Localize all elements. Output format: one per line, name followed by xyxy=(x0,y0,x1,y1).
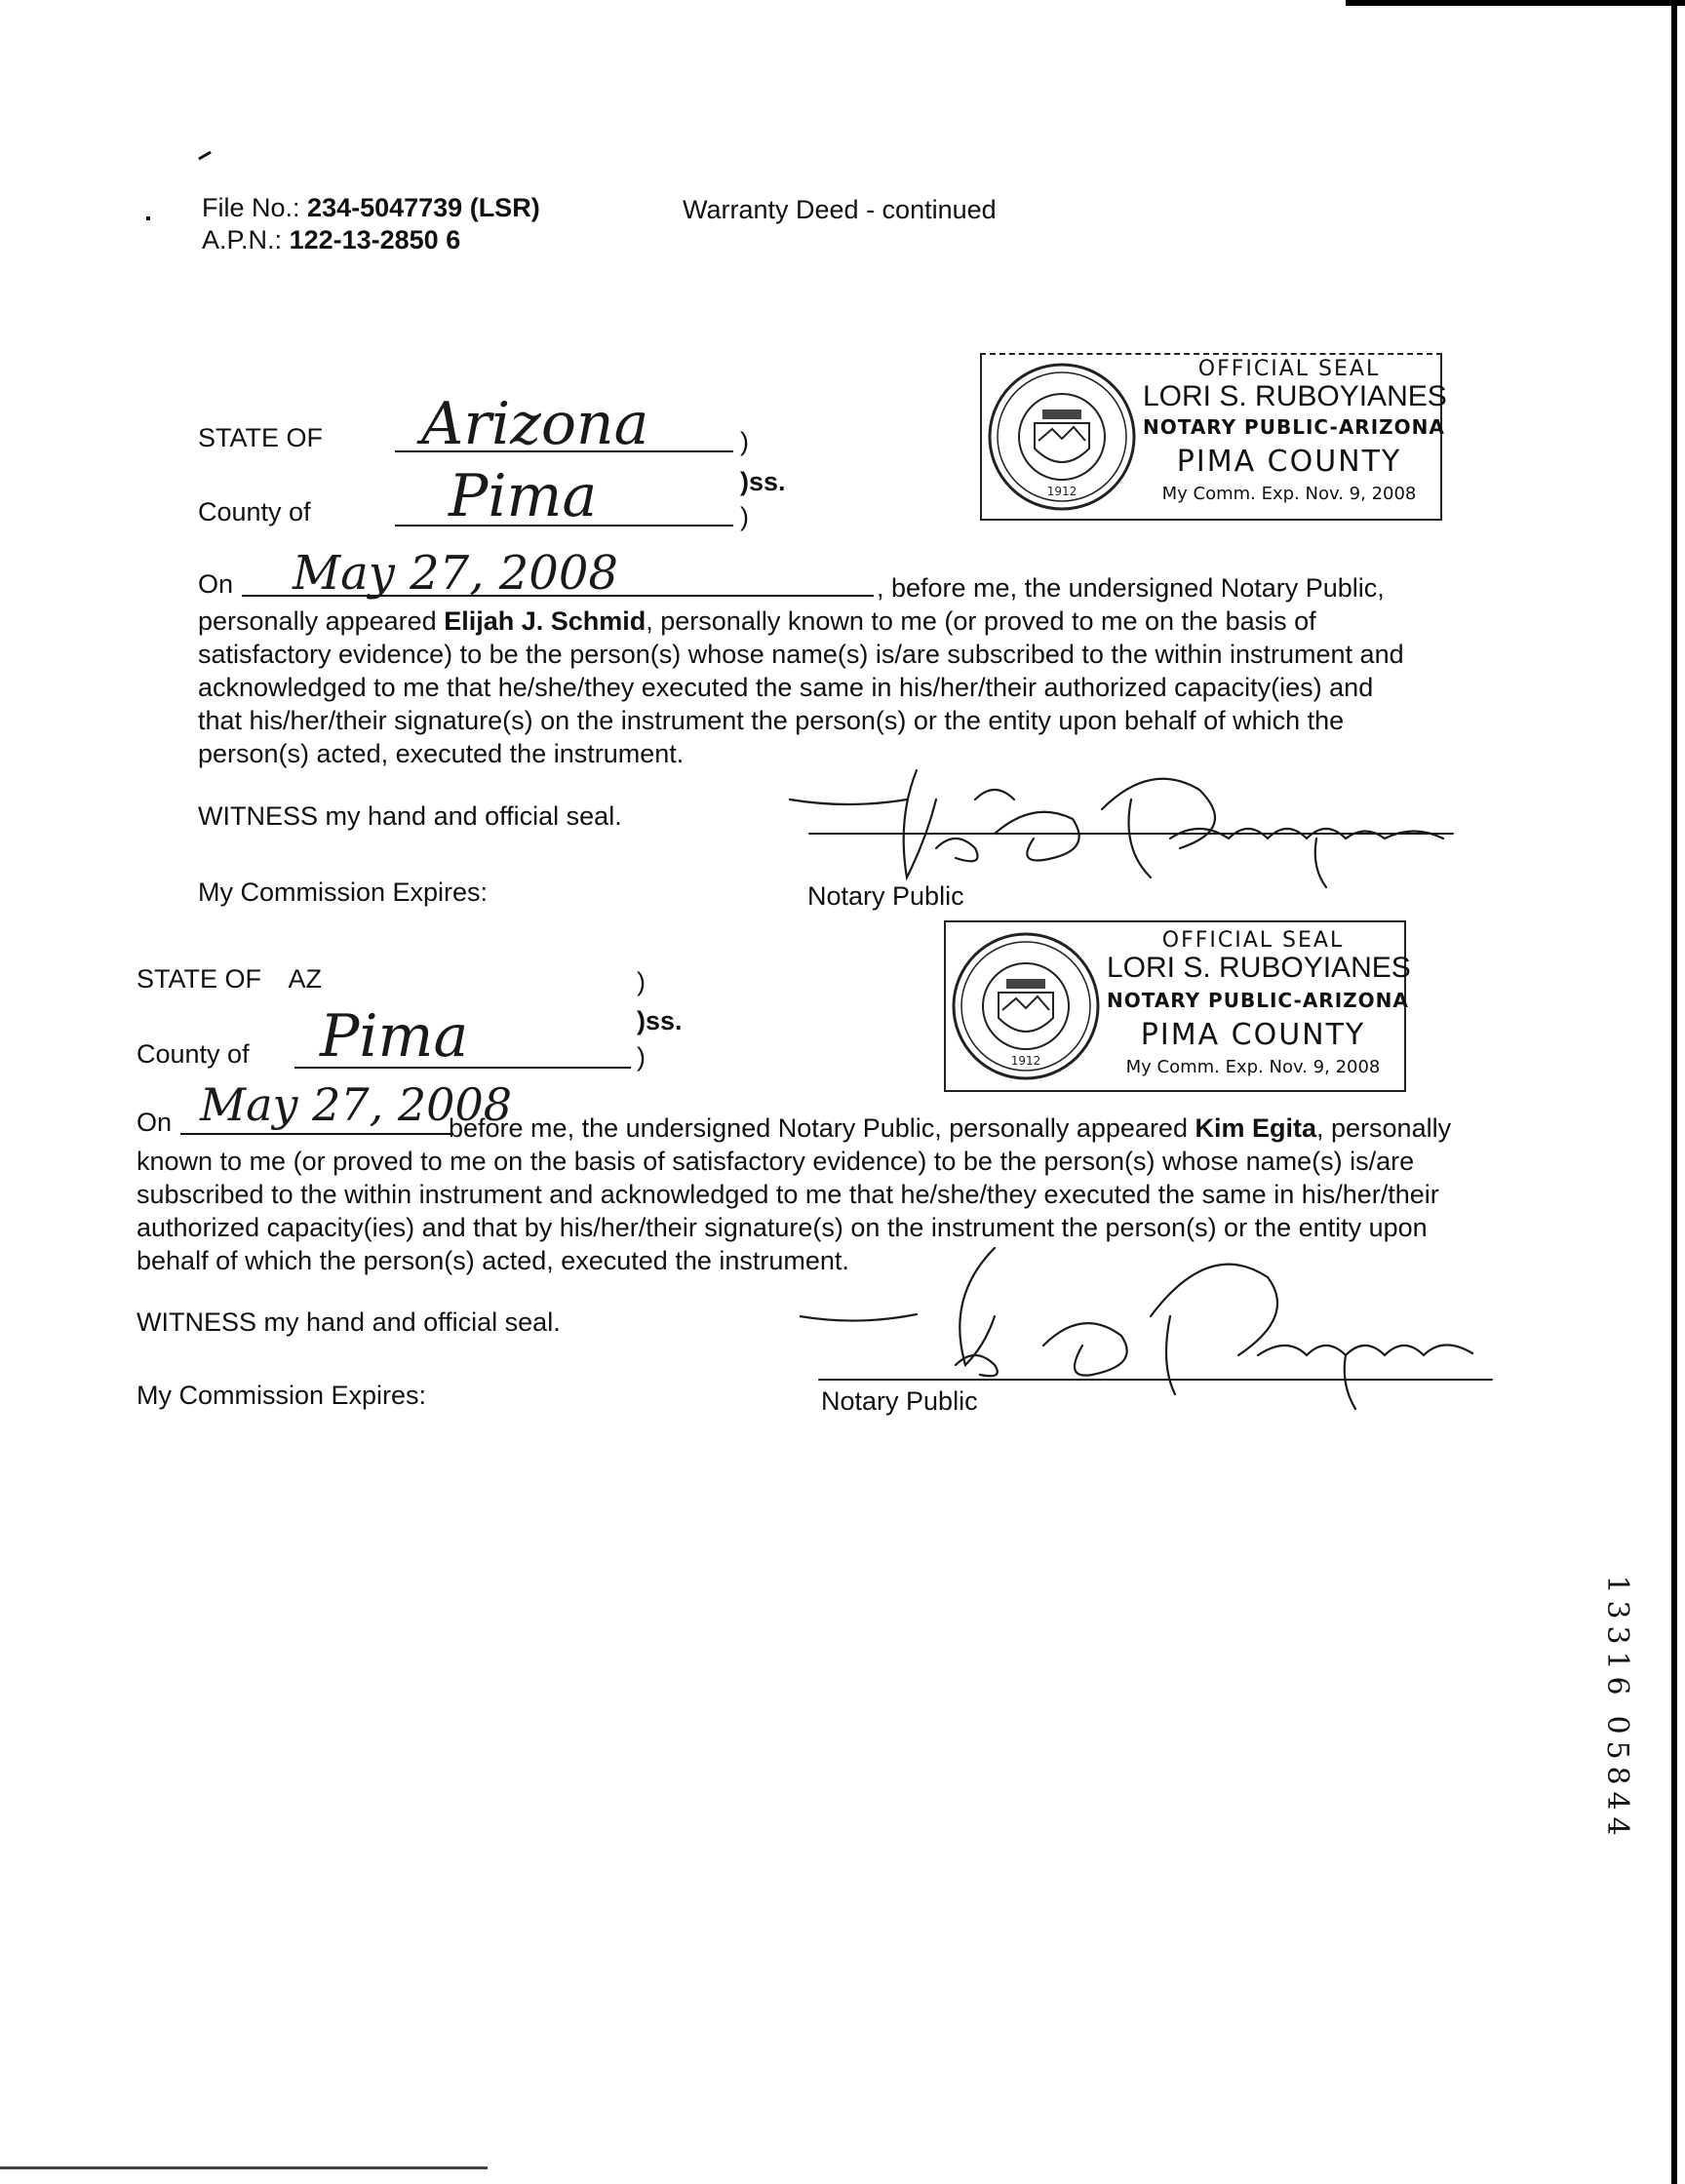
file-no-value: 234-5047739 (LSR) xyxy=(307,193,540,222)
ss-2: )ss. xyxy=(637,1006,683,1035)
para2-line-0 xyxy=(137,1112,1451,1145)
scan-right-edge xyxy=(1671,0,1677,2184)
seal1-line4: PIMA COUNTY xyxy=(1176,445,1402,479)
para2-first-a: before me, the undersigned Notary Public, personally appeared xyxy=(449,1113,1188,1143)
state-value-2: AZ xyxy=(288,964,323,994)
para1-line-4: that his/her/their signature(s) on the instrument the person(s) or the entity upon behalf of which the xyxy=(198,706,1345,735)
rec-digit-7: 8 xyxy=(1600,1766,1634,1785)
scan-mark xyxy=(198,151,212,161)
scan-top-edge xyxy=(1346,0,1685,6)
para1-line-1 xyxy=(198,604,1404,638)
county-value-1: Pima xyxy=(449,462,598,530)
rec-digit-9: 4 xyxy=(1600,1816,1634,1836)
seal2-line2: LORI S. RUBOYIANES xyxy=(1107,952,1411,984)
official-seal-2 xyxy=(944,920,1411,1092)
date-value-1: May 27, 2008 xyxy=(293,546,618,601)
on-label-1: On xyxy=(198,569,234,599)
seal1-line5: My Comm. Exp. Nov. 9, 2008 xyxy=(1161,484,1417,504)
rec-digit-6: 5 xyxy=(1600,1740,1634,1760)
paren-2b: ) xyxy=(637,1042,646,1072)
signer-name-2: Kim Egita xyxy=(1195,1113,1317,1143)
apn-value: 122-13-2850 6 xyxy=(289,225,461,254)
county-label-2: County of xyxy=(137,1039,250,1069)
apn-number xyxy=(202,223,460,256)
commission-1: My Commission Expires: xyxy=(198,878,489,907)
seal-emblem-icon-2 xyxy=(948,928,1104,1084)
file-number xyxy=(202,191,540,224)
rec-digit-3: 1 xyxy=(1600,1651,1634,1670)
ss-1: )ss. xyxy=(740,467,786,496)
para2-line-3: authorized capacity(ies) and that by his/her/their signature(s) on the instrument the person(s) or the entity upon xyxy=(137,1213,1428,1242)
para2-line-1: known to me (or proved to me on the basis of satisfactory evidence) to be the person(s) whose name(s) is/are xyxy=(137,1147,1415,1176)
para1-after-name: , personally known to me (or proved to me on the basis of xyxy=(646,606,1316,636)
notary-public-label-2: Notary Public xyxy=(821,1386,978,1416)
seal1-line1: OFFICIAL SEAL xyxy=(1197,357,1381,381)
scan-bottom-edge xyxy=(0,2166,488,2169)
rec-digit-5: 0 xyxy=(1600,1715,1634,1735)
seal-year-1: 1912 xyxy=(1046,485,1078,498)
paren-1b: ) xyxy=(740,502,749,531)
seal2-line4: PIMA COUNTY xyxy=(1140,1018,1366,1052)
paren-2a: ) xyxy=(637,967,646,996)
state-label-2 xyxy=(137,962,322,995)
recording-number xyxy=(1600,1572,1634,1839)
para2-line-4: behalf of which the person(s) acted, executed the instrument. xyxy=(137,1246,849,1275)
county-value-2: Pima xyxy=(320,1002,469,1071)
rec-digit-2: 3 xyxy=(1600,1625,1634,1645)
seal1-line2: LORI S. RUBOYIANES xyxy=(1143,380,1447,412)
para1-line-3: acknowledged to me that he/she/they executed the same in his/her/their authorized capacity(ies) and xyxy=(198,673,1374,702)
rec-digit-8: 4 xyxy=(1600,1791,1634,1811)
para1-appeared: personally appeared xyxy=(198,606,437,636)
seal2-line1: OFFICIAL SEAL xyxy=(1161,928,1345,953)
para1-line-2: satisfactory evidence) to be the person(s) whose name(s) is/are subscribed to the within instrument and xyxy=(198,640,1404,669)
state-label-2-text: STATE OF xyxy=(137,964,261,994)
seal-emblem-icon-1 xyxy=(984,359,1140,515)
para2-first-b: , personally xyxy=(1316,1113,1452,1143)
signer-name-1: Elijah J. Schmid xyxy=(444,606,647,636)
seal-year-2: 1912 xyxy=(1010,1054,1041,1068)
state-label-1: STATE OF xyxy=(198,423,323,452)
para2-line-2: subscribed to the within instrument and acknowledged to me that he/she/they executed the same in his/her/their xyxy=(137,1180,1439,1209)
witness-2: WITNESS my hand and official seal. xyxy=(137,1307,561,1337)
rec-digit-0: 1 xyxy=(1600,1575,1634,1594)
notary-public-label-1: Notary Public xyxy=(807,881,964,911)
official-seal-1 xyxy=(980,353,1447,521)
para1-line-0: , before me, the undersigned Notary Public, xyxy=(877,573,1385,603)
file-no-label: File No.: xyxy=(202,193,300,222)
document-title: Warranty Deed - continued xyxy=(683,195,997,224)
seal1-line3: NOTARY PUBLIC-ARIZONA xyxy=(1143,415,1445,439)
rec-digit-1: 3 xyxy=(1600,1600,1634,1619)
para1-line-5: person(s) acted, executed the instrument. xyxy=(198,739,685,768)
commission-2: My Commission Expires: xyxy=(137,1381,427,1410)
county-label-1: County of xyxy=(198,497,311,526)
seal2-line5: My Comm. Exp. Nov. 9, 2008 xyxy=(1125,1057,1381,1077)
paren-1a: ) xyxy=(740,427,749,456)
seal2-line3: NOTARY PUBLIC-ARIZONA xyxy=(1107,989,1409,1012)
apn-label: A.P.N.: xyxy=(202,225,283,254)
rec-digit-4: 6 xyxy=(1600,1676,1634,1696)
scan-dot xyxy=(146,216,150,220)
on-label-2: On xyxy=(137,1108,173,1137)
date-value-2: May 27, 2008 xyxy=(200,1078,512,1131)
witness-1: WITNESS my hand and official seal. xyxy=(198,801,622,831)
state-value-1: Arizona xyxy=(421,390,649,458)
